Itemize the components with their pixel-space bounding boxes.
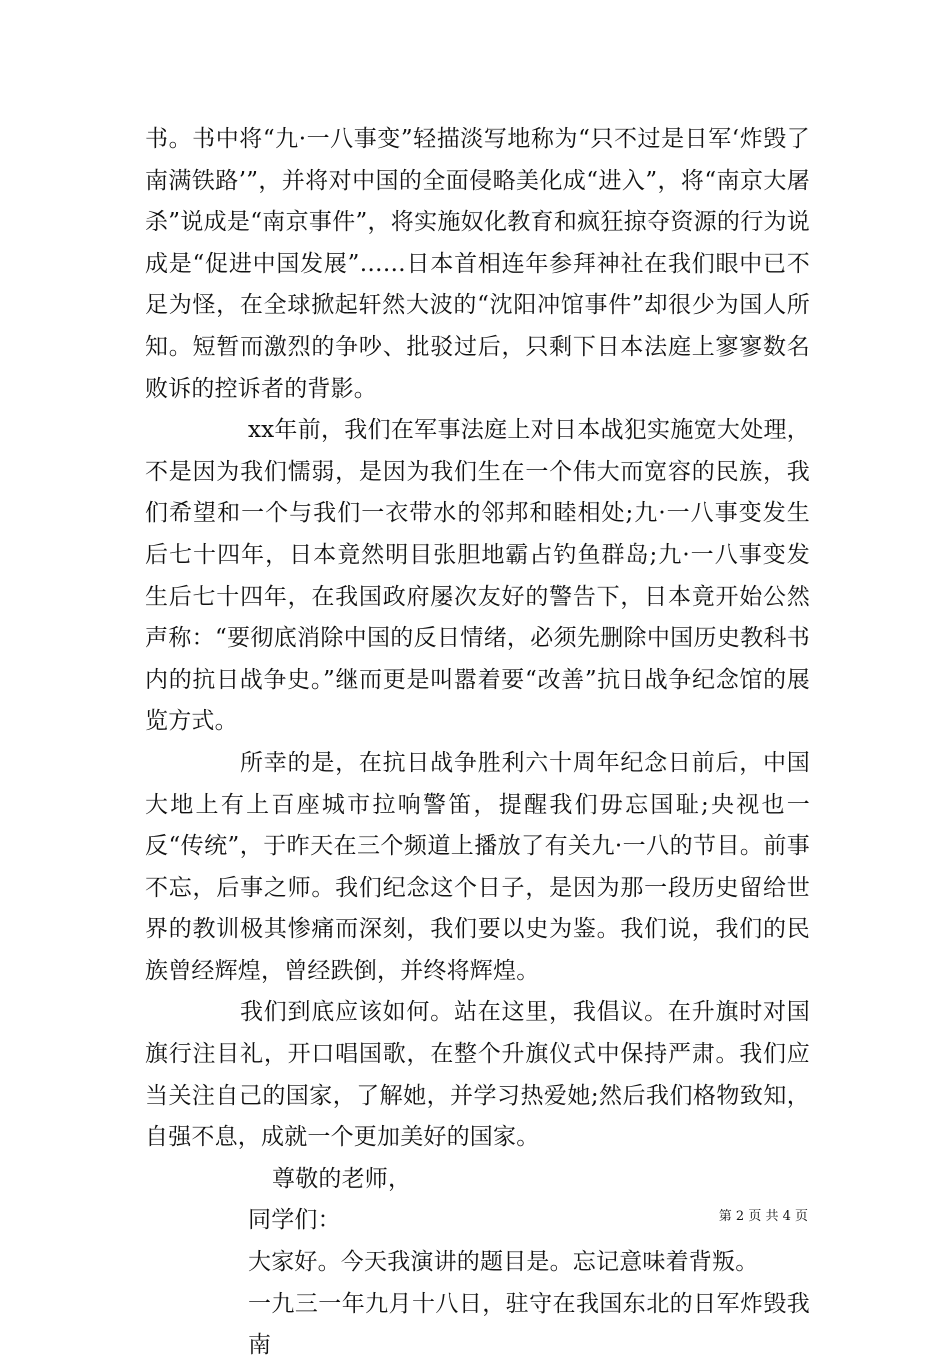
page-number-footer: 第 2 页 共 4 页	[718, 1209, 808, 1224]
salutation-students: 同学们：	[248, 1207, 341, 1234]
paragraph-1: 书。书中将“九·一八事变”轻描淡写地称为“只不过是日军‘炸毁了南满铁路’”，并将对中国的全面侵略美化成“进入”，将“南京大屠杀”说成是“南京事件”，将实施奴化教育和疯狂掠夺资源的行为说成是“促进中国发展”……日本首相连年参拜神社在我们眼中已不足为怪，在全球掀起轩然大波的“沈阳冲馆事件”却很少为国人所知。短暂而激烈的争吵、批驳过后，只剩下日本法庭上寥寥数名败诉的控诉者的背影。	[145, 126, 810, 402]
salutation-teachers: 尊敬的老师，	[272, 1165, 412, 1192]
paragraph-4: 我们到底应该如何。站在这里，我倡议。在升旗时对国旗行注目礼，开口唱国歌，在整个升旗仪式中保持严肃。我们应当关注自己的国家，了解她，并学习热爱她;然后我们格物致知，自强不息，成就一个更加美好的国家。	[145, 999, 810, 1151]
speech-opening-line: 一九三一年九月十八日，驻守在我国东北的日军炸毁我南	[248, 1290, 810, 1359]
paragraph-2: xx年前，我们在军事法庭上对日本战犯实施宽大处理，不是因为我们懦弱，是因为我们生在一个伟大而宽容的民族，我们希望和一个与我们一衣带水的邻邦和睦相处;九·一八事变发生后七十四年，日本竟然明目张胆地霸占钓鱼群岛;九·一八事变发生后七十四年，在我国政府屡次友好的警告下，日本竟开始公然声称：“要彻底消除中国的反日情绪，必须先删除中国历史教科书内的抗日战争史。”继而更是叫嚣着要“改善”抗日战争纪念馆的展览方式。	[145, 417, 810, 735]
paragraph-3: 所幸的是，在抗日战争胜利六十周年纪念日前后，中国大地上有上百座城市拉响警笛，提醒我们毋忘国耻;央视也一反“传统”，于昨天在三个频道上播放了有关九·一八的节目。前事不忘，后事之师。我们纪念这个日子，是因为那一段历史留给世界的教训极其惨痛而深刻，我们要以史为鉴。我们说，我们的民族曾经辉煌，曾经跌倒，并终将辉煌。	[145, 749, 810, 984]
document-body	[145, 119, 810, 1367]
greeting-line: 大家好。今天我演讲的题目是。忘记意味着背叛。	[248, 1249, 759, 1276]
